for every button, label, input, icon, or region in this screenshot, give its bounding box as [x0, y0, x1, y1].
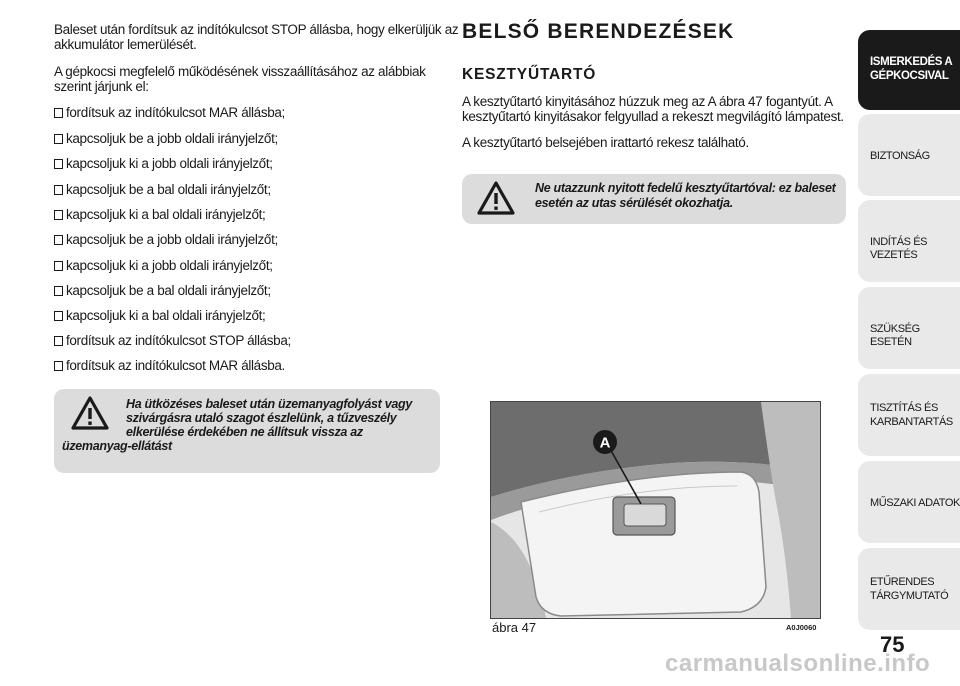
tab-label-line-1: ETŰRENDES	[870, 576, 935, 588]
list-item	[54, 283, 271, 298]
list-item	[54, 232, 278, 247]
step-text: fordítsuk az indítókulcsot MAR állásba.	[66, 358, 285, 373]
glovebox-p1-line-2: kesztyűtartó kinyitásakor felgyullad a rekeszt megvilágító lámpatest.	[462, 109, 844, 124]
glovebox-paragraph-1	[462, 94, 844, 124]
checkbox-icon	[54, 210, 63, 220]
glovebox-warning-line-2: esetén az utas sérülését okozhatja.	[535, 196, 733, 210]
tab-ismerkedes[interactable]	[858, 30, 960, 110]
page-number: 75	[880, 632, 905, 657]
fuel-warning-line-4: üzemanyag-ellátást	[62, 439, 172, 453]
tab-label-line-1: BIZTONSÁG	[870, 150, 930, 162]
tab-label-line-1: MŰSZAKI ADATOK	[870, 497, 960, 509]
list-item	[54, 182, 271, 197]
glovebox-paragraph-2: A kesztyűtartó belsejében irattartó rekesz található.	[462, 135, 749, 150]
warning-triangle-icon	[70, 395, 110, 431]
watermark: carmanualsonline.info	[665, 650, 931, 677]
checkbox-icon	[54, 134, 63, 144]
intro-1-line-2: akkumulátor lemerülését.	[54, 37, 197, 52]
warning-triangle-icon	[476, 180, 516, 216]
step-text: kapcsoljuk be a bal oldali irányjelzőt;	[66, 182, 271, 197]
checkbox-icon	[54, 361, 63, 371]
tab-targymutato[interactable]	[858, 548, 960, 630]
tab-label-line-2: GÉPKOCSIVAL	[870, 70, 949, 82]
step-text: kapcsoljuk ki a bal oldali irányjelzőt;	[66, 308, 266, 323]
subsection-title: KESZTYŰTARTÓ	[462, 66, 597, 83]
step-text: fordítsuk az indítókulcsot STOP állásba;	[66, 333, 291, 348]
checkbox-icon	[54, 185, 63, 195]
tab-label-line-2: KARBANTARTÁS	[870, 416, 953, 428]
tab-tisztitas-es-karbantartas[interactable]	[858, 374, 960, 456]
tab-label-line-1: SZÜKSÉG ESETÉN	[870, 323, 920, 348]
figure-code: A0J0060	[786, 623, 817, 632]
glovebox-warning-line-1: Ne utazzunk nyitott fedelű kesztyűtartóval: ez baleset	[535, 181, 836, 195]
tab-label-line-1: INDÍTÁS ÉS VEZETÉS	[870, 236, 928, 261]
list-item	[54, 131, 278, 146]
tab-label-line-1: ISMERKEDÉS A	[870, 56, 953, 68]
tab-inditas-es-vezetes[interactable]	[858, 200, 960, 282]
list-item	[54, 333, 291, 348]
tab-muszaki-adatok[interactable]	[858, 461, 960, 543]
step-text: kapcsoljuk ki a jobb oldali irányjelzőt;	[66, 156, 273, 171]
intro-2-line-1: A gépkocsi megfelelő működésének visszaállításához az alábbiak	[54, 64, 426, 79]
checkbox-icon	[54, 311, 63, 321]
tab-label-line-2: TÁRGYMUTATÓ	[870, 590, 949, 602]
list-item	[54, 207, 265, 222]
glovebox-figure	[490, 401, 821, 619]
intro-1-line-1: Baleset után fordítsuk az indítókulcsot STOP állásba, hogy elkerüljük az	[54, 22, 459, 37]
intro-paragraph-2	[54, 64, 426, 94]
tab-label-line-1: TISZTÍTÁS ÉS	[870, 402, 938, 414]
intro-2-line-2: szerint járjunk el:	[54, 79, 149, 94]
step-text: kapcsoljuk be a bal oldali irányjelzőt;	[66, 283, 271, 298]
checkbox-icon	[54, 261, 63, 271]
section-title: BELSŐ BERENDEZÉSEK	[462, 20, 735, 43]
figure-caption: ábra 47	[492, 620, 537, 635]
checkbox-icon	[54, 286, 63, 296]
checkbox-icon	[54, 108, 63, 118]
glovebox-p1-line-1: A kesztyűtartó kinyitásához húzzuk meg az A ábra 47 fogantyút. A	[462, 94, 833, 109]
tab-biztonsag[interactable]	[858, 114, 960, 196]
checkbox-icon	[54, 235, 63, 245]
glovebox-illustration	[491, 402, 820, 618]
fuel-warning-line-1: Ha ütközéses baleset után üzemanyagfolyást vagy	[126, 397, 413, 411]
list-item	[54, 258, 273, 273]
fuel-warning-line-2: szivárgásra utaló szagot észlelünk, a tűzveszély	[126, 411, 397, 425]
checkbox-icon	[54, 159, 63, 169]
fuel-warning-line-3: elkerülése érdekében ne állítsuk vissza az	[126, 425, 363, 439]
tab-szukseg-eseten[interactable]	[858, 287, 960, 369]
intro-paragraph-1	[54, 22, 458, 52]
step-text: kapcsoljuk be a jobb oldali irányjelzőt;	[66, 232, 278, 247]
list-item	[54, 308, 265, 323]
checkbox-icon	[54, 336, 63, 346]
callout-label: A	[599, 434, 611, 452]
list-item	[54, 358, 285, 373]
step-text: kapcsoljuk ki a bal oldali irányjelzőt;	[66, 207, 266, 222]
step-text: kapcsoljuk be a jobb oldali irányjelzőt;	[66, 131, 278, 146]
step-text: kapcsoljuk ki a jobb oldali irányjelzőt;	[66, 258, 273, 273]
list-item	[54, 105, 285, 120]
list-item	[54, 156, 273, 171]
step-text: fordítsuk az indítókulcsot MAR állásba;	[66, 105, 285, 120]
